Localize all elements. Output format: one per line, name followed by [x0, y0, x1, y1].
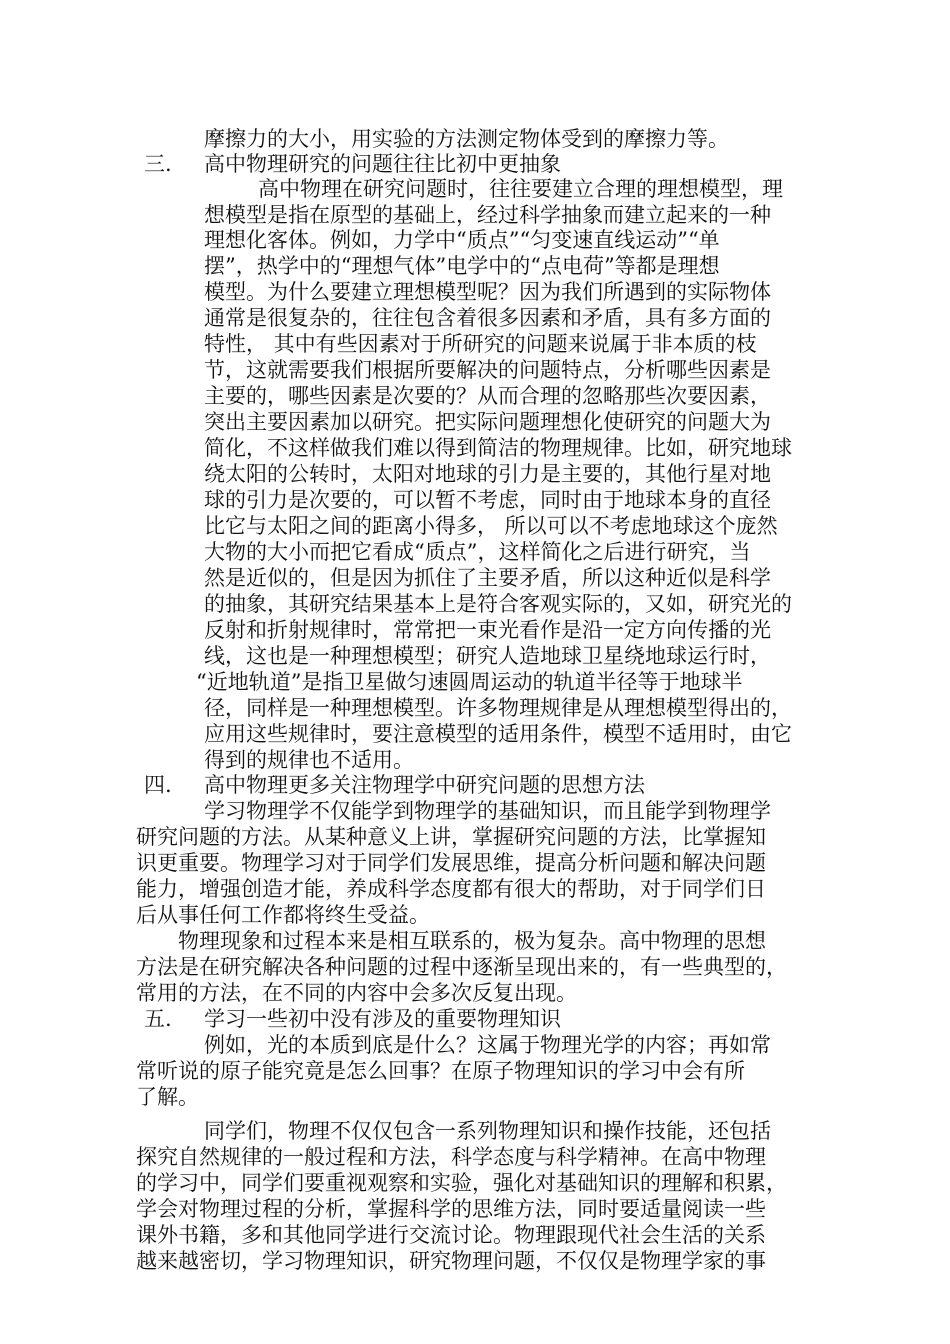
section-4-number: 四.	[144, 773, 172, 797]
section-3-line: 反射和折射规律时，常常把一束光看作是沿一定方向传播的光	[204, 618, 771, 642]
section-4-line: 后从事任何工作都将终生受益。	[136, 903, 430, 927]
section-3-line: 突出主要因素加以研究。把实际问题理想化使研究的问题大为	[204, 410, 771, 434]
section-3-line: 应用这些规律时，要注意模型的适用条件，模型不适用时，由它	[204, 722, 792, 746]
section-3-line: 简化，不这样做我们难以得到简洁的物理规律。比如，研究地球	[204, 436, 792, 460]
section-5-line: 同学们，物理不仅仅包含一系列物理知识和操作技能，还包括	[204, 1119, 771, 1143]
section-5-line: 常听说的原子能究竟是怎么回事？在原子物理知识的学习中会有所	[136, 1059, 745, 1083]
section-5-line: 的学习中，同学们要重视观察和实验，强化对基础知识的理解和积累，	[136, 1171, 787, 1195]
section-5-line: 越来越密切，学习物理知识，研究物理问题，不仅仅是物理学家的事	[136, 1249, 766, 1273]
section-4-title: 高中物理更多关注物理学中研究问题的思想方法	[204, 773, 645, 797]
section-4-line: 物理现象和过程本来是相互联系的，极为复杂。高中物理的思想	[178, 929, 766, 953]
section-3-line: 主要的，哪些因素是次要的？从而合理的忽略那些次要因素，	[204, 384, 771, 408]
section-5-line: 探究自然规律的一般过程和方法，科学态度与科学精神。在高中物理	[136, 1145, 766, 1169]
section-5-number: 五.	[144, 1007, 172, 1031]
section-5-title: 学习一些初中没有涉及的重要物理知识	[204, 1007, 561, 1031]
section-3-line: 通常是很复杂的，往往包含着很多因素和矛盾，具有多方面的	[204, 306, 771, 330]
carryover-line: 摩擦力的大小，用实验的方法测定物体受到的摩擦力等。	[204, 127, 729, 151]
section-3-line: 线，这也是一种理想模型；研究人造地球卫星绕地球运行时，	[204, 644, 771, 668]
section-5-line: 了解。	[136, 1085, 199, 1109]
section-4-line: 方法是在研究解决各种问题的过程中逐渐呈现出来的，有一些典型的，	[136, 955, 787, 979]
section-4-line: 识更重要。物理学习对于同学们发展思维，提高分析问题和解决问题	[136, 851, 766, 875]
section-3-line: 绕太阳的公转时，太阳对地球的引力是主要的，其他行星对地	[204, 462, 771, 486]
section-3-line: 大物的大小而把它看成“质点”，这样简化之后进行研究，当	[204, 540, 751, 564]
section-3-line: 摆”，热学中的“理想气体”电学中的“点电荷”等都是理想	[204, 254, 720, 278]
section-5-line: 学会对物理过程的分析，掌握科学的思维方法，同时要适量阅读一些	[136, 1197, 766, 1221]
section-3-line: 然是近似的，但是因为抓住了主要矛盾，所以这种近似是科学	[204, 566, 771, 590]
section-3-title: 高中物理研究的问题往往比初中更抽象	[204, 152, 561, 176]
section-4-line: 能力，增强创造才能，养成科学态度都有很大的帮助，对于同学们日	[136, 877, 766, 901]
section-4-line: 常用的方法，在不同的内容中会多次反复出现。	[136, 981, 577, 1005]
section-5-line: 例如，光的本质到底是什么？这属于物理光学的内容；再如常	[204, 1033, 771, 1057]
section-3-line: “近地轨道”是指卫星做匀速圆周运动的轨道半径等于地球半	[196, 670, 743, 694]
section-3-number: 三.	[144, 152, 172, 176]
section-4-line: 学习物理学不仅能学到物理学的基础知识，而且能学到物理学	[204, 799, 771, 823]
section-3-line: 理想化客体。例如，力学中“质点”“匀变速直线运动”“单	[204, 228, 720, 252]
section-4-line: 研究问题的方法。从某种意义上讲，掌握研究问题的方法，比掌握知	[136, 825, 766, 849]
section-3-line: 比它与太阳之间的距离小得多， 所以可以不考虑地球这个庞然	[204, 514, 778, 538]
section-3-line: 特性， 其中有些因素对于所研究的问题来说属于非本质的枝	[204, 332, 757, 356]
section-3-line: 的抽象，其研究结果基本上是符合客观实际的，又如，研究光的	[204, 592, 792, 616]
section-3-line: 高中物理在研究问题时，往往要建立合理的理想模型，理	[258, 177, 783, 201]
section-3-line: 想模型是指在原型的基础上，经过科学抽象而建立起来的一种	[204, 203, 771, 227]
section-3-line: 得到的规律也不适用。	[204, 748, 414, 772]
section-3-line: 径，同样是一种理想模型。许多物理规律是从理想模型得出的，	[204, 696, 792, 720]
section-5-line: 课外书籍，多和其他同学进行交流讨论。物理跟现代社会生活的关系	[136, 1223, 766, 1247]
section-3-line: 模型。为什么要建立理想模型呢？因为我们所遇到的实际物体	[204, 280, 771, 304]
section-3-line: 球的引力是次要的，可以暂不考虑，同时由于地球本身的直径	[204, 488, 771, 512]
section-3-line: 节，这就需要我们根据所要解决的问题特点，分析哪些因素是	[204, 358, 771, 382]
